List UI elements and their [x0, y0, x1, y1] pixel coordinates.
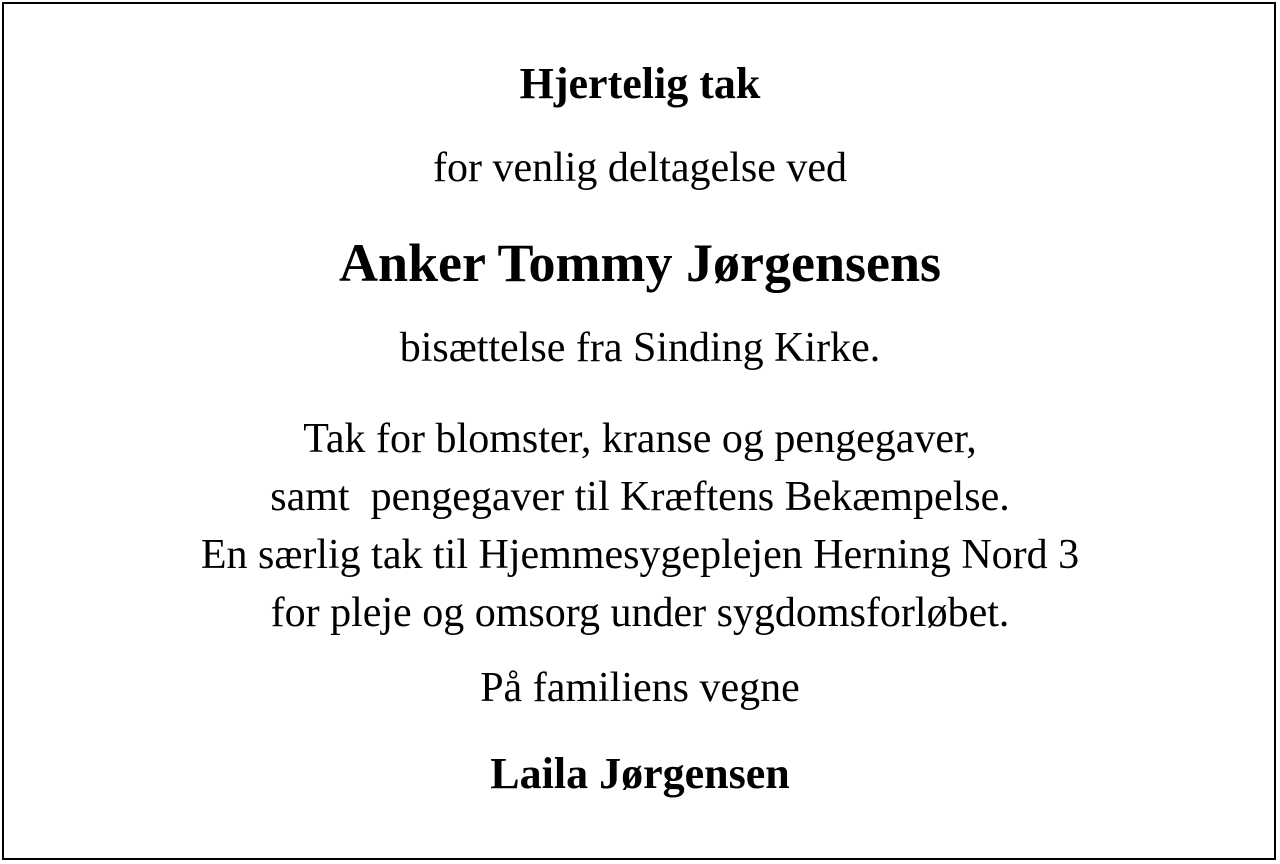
thanks-line: samt pengegaver til Kræftens Bekæmpelse.	[270, 474, 1010, 520]
thanks-line: En særlig tak til Hjemmesygeplejen Herning Nord 3	[200, 532, 1080, 578]
on-behalf-of: På familiens vegne	[480, 665, 800, 711]
thanks-message	[0, 410, 1280, 642]
signature: Laila Jørgensen	[490, 749, 790, 798]
notice-intro: for venlig deltagelse ved	[432, 145, 847, 191]
thanks-line: for pleje og omsorg under sygdomsforløbet.	[270, 590, 1010, 636]
notice-heading: Hjertelig tak	[519, 59, 761, 108]
deceased-name: Anker Tommy Jørgensens	[338, 233, 942, 293]
ceremony-location: bisættelse fra Sinding Kirke.	[399, 325, 881, 371]
thanks-line: Tak for blomster, kranse og pengegaver,	[303, 416, 977, 462]
